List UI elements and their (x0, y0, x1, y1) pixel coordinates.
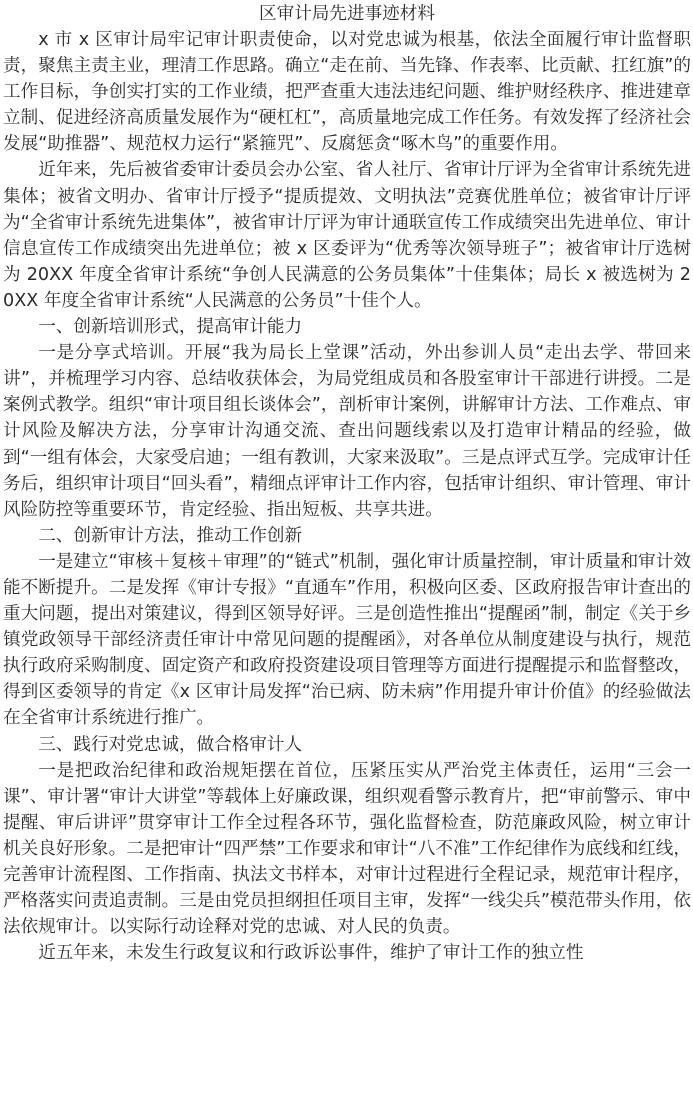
section-heading: 一、创新培训形式，提高审计能力 (38, 317, 303, 338)
section-paragraph: 一是分享式培训。开展“我为局长上堂课”活动，外出参训人员“走出去学、带回来讲”，并梳理学习内容、总结收获体会，为局党组成员和各股室审计干部进行讲授。二是案例式教学。组织“审计项目组长谈体会”，剖析审计案例，讲解审计方法、工作难点、审计风险及解决方法，分享审计沟通交流、查出问题线索以及打造审计精品的经验，做到“一组有体会，大家受启迪；一组有教训，大家来汲取”。三是点评式互学。完成审计任务后，组织审计项目“回头看”，精细点评审计工作内容，包括审计组织、审计管理、审计风险防控等重要环节，肯定经验、指出短板、共享共进。 (3, 343, 691, 520)
section-heading: 二、创新审计方法，推动工作创新 (38, 525, 303, 546)
honors-paragraph: 近年来，先后被省委审计委员会办公室、省人社厅、省审计厅评为全省审计系统先进集体；被省文明办、省审计厅授予“提质提效、文明执法”竞赛优胜单位；被省审计厅评为“全省审计系统先进集体”，被省审计厅评为审计通联宣传工作成绩突出先进单位、审计信息宣传工作成绩突出先进单位；被 x 区委评为“优秀等次领导班子”；被省审计厅选树为 20XX 年度全省审计系统“争创人民满意的公务员集体”十佳集体；局长 x 被选树为 20XX 年度全省审计系统“人民满意的公务员”十佳个人。 (3, 160, 691, 311)
intro-paragraph: x 市 x 区审计局牢记审计职责使命，以对党忠诚为根基，依法全面履行审计监督职责，聚焦主责主业，理清工作思路。确立“走在前、当先锋、作表率、比贡献、扛红旗”的工作目标，争创实打实的工作业绩，把严查重大违法违纪问题、维护财经秩序、推进建章立制、促进经济高质量发展作为“硬杠杠”，高质量地完成工作任务。有效发挥了经济社会发展“助推器”、规范权力运行“紧箍咒”、反腐惩贪“啄木鸟”的重要作用。 (3, 30, 691, 155)
section-paragraph: 一是建立“审核＋复核＋审理”的“链式”机制，强化审计质量控制，审计质量和审计效能不断提升。二是发挥《审计专报》“直通车”作用，积极向区委、区政府报告审计查出的重大问题，提出对策建议，得到区领导好评。三是创造性推出“提醒函”制，制定《关于乡镇党政领导干部经济责任审计中常见问题的提醒函》，对各单位从制度建设与执行，规范执行政府采购制度、固定资产和政府投资建设项目管理等方面进行提醒提示和监督整改，得到区委领导的肯定《x 区审计局发挥“治已病、防未病”作用提升审计价值》的经验做法在全省审计系统进行推广。 (3, 551, 691, 729)
document-title: 区审计局先进事迹材料 (259, 4, 435, 24)
section-paragraph: 一是把政治纪律和政治规矩摆在首位，压紧压实从严治党主体责任，运用“三会一课”、审计署“审计大讲堂”等载体上好廉政课，组织观看警示教育片，把“审前警示、审中提醒、审后讲评”贯穿审计工作全过程各环节，强化监督检查，防范廉政风险，树立审计机关良好形象。二是把审计“四严禁”工作要求和审计“八不准”工作纪律作为底线和红线，完善审计流程图、工作指南、执法文书样本，对审计过程进行全程记录，规范审计程序，严格落实问责追责制。三是由党员担纲担任项目主审，发挥“一线尖兵”模范带头作用，依法依规审计。以实际行动诠释对党的忠诚、对人民的负责。 (3, 760, 691, 938)
section-paragraph: 近五年来，未发生行政复议和行政诉讼事件，维护了审计工作的独立性 (38, 943, 584, 964)
section-heading: 三、践行对党忠诚，做合格审计人 (38, 734, 303, 755)
